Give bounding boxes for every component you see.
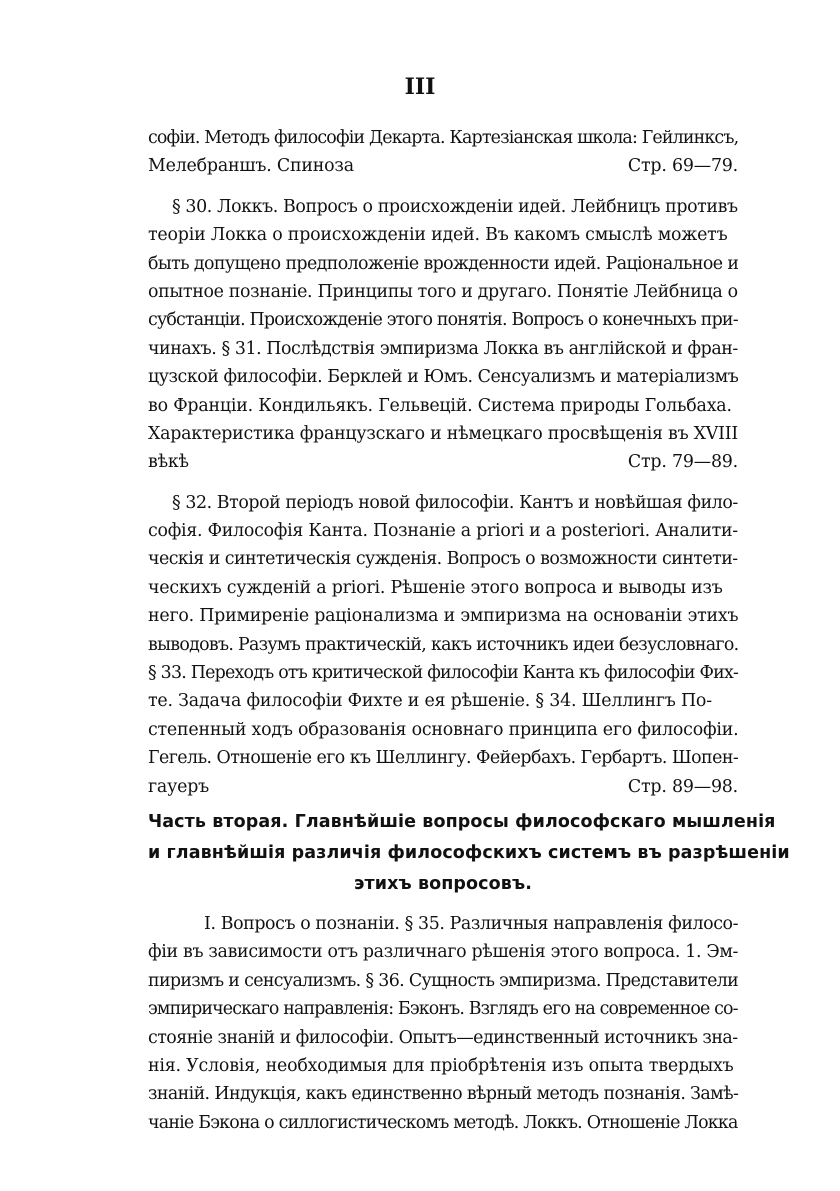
text-line: цузской философіи. Берклей и Юмъ. Сенсуализмъ и матеріализмъ <box>148 367 739 388</box>
text-line: во Франціи. Кондильякъ. Гельвецій. Система природы Гольбаха. <box>148 395 732 416</box>
text-line: знаній. Индукція, какъ единственно вѣрный методъ познанія. Замѣ- <box>148 1084 739 1105</box>
text-line: чаніе Бэкона о силлогистическомъ методѣ. Локкъ. Отношеніе Локка <box>148 1112 738 1133</box>
text-line: Гегель. Отношеніе его къ Шеллингу. Фейербахъ. Гербартъ. Шопен- <box>148 748 739 769</box>
toc-entry-locke <box>148 193 738 477</box>
page-number: III <box>404 74 436 100</box>
text-line: выводовъ. Разумъ практическій, какъ источникъ идеи безусловнаго. <box>148 634 739 655</box>
text-line: опытное познаніе. Принципы того и другаго. Понятіе Лейбница о <box>148 281 738 302</box>
part-two-heading <box>148 807 790 900</box>
text-line: § 32. Второй періодъ новой философіи. Кантъ и новѣйшая фило- <box>172 492 738 513</box>
page-reference: Стр. 89—98. <box>627 776 738 797</box>
toc-entry-kant <box>148 489 738 801</box>
table-of-contents-text <box>148 124 790 1137</box>
text-line: фіи въ зависимости отъ различнаго рѣшенія этого вопроса. 1. Эм- <box>148 942 739 963</box>
heading-line: и главнѣйшія различія философскихъ системъ въ разрѣшеніи <box>148 842 790 863</box>
text-line-with-ref <box>148 773 738 801</box>
text-line: гауеръ <box>148 776 210 797</box>
text-line-with-ref <box>148 448 738 476</box>
text-line: ческихъ сужденій a priori. Рѣшеніе этого вопроса и выводы изъ <box>148 577 723 598</box>
text-line: субстанціи. Происхожденіе этого понятія. Вопросъ о конечныхъ при- <box>148 310 738 331</box>
text-line: Характеристика французскаго и нѣмецкаго просвѣщенія въ XVIII <box>148 423 738 444</box>
text-line: пиризмъ и сенсуализмъ. § 36. Сущность эмпиризма. Представители <box>148 970 739 991</box>
text-line: теоріи Локка о происхожденіи идей. Въ какомъ смыслѣ можетъ <box>148 225 728 246</box>
text-line: ческія и синтетическія сужденія. Вопросъ о возможности синтети- <box>148 549 738 570</box>
text-line: те. Задача философіи Фихте и ея рѣшеніе. § 34. Шеллингъ По- <box>148 691 712 712</box>
text-line: § 33. Переходъ отъ критической философіи Канта къ философіи Фих- <box>148 663 739 684</box>
text-line: вѣкѣ <box>148 452 189 473</box>
toc-entry-knowledge <box>148 910 738 1137</box>
text-line: § 30. Локкъ. Вопросъ о происхожденіи идей. Лейбницъ противъ <box>172 196 738 217</box>
text-line: чинахъ. § 31. Послѣдствія эмпиризма Локка въ англійской и фран- <box>148 338 738 359</box>
heading-line: этихъ вопросовъ. <box>354 873 532 894</box>
page-reference: Стр. 79—89. <box>627 452 738 473</box>
text-line: него. Примиреніе раціонализма и эмпиризма на основаніи этихъ <box>148 606 739 627</box>
heading-line: Часть вторая. Главнѣйшіе вопросы философскаго мышленія <box>148 811 776 832</box>
text-line: быть допущено предположеніе врожденности идей. Раціональное и <box>148 253 739 274</box>
text-line: эмпирическаго направленія: Бэконъ. Взглядъ его на современное со- <box>148 999 738 1020</box>
text-line: стояніе знаній и философіи. Опытъ—единственный источникъ зна- <box>148 1027 738 1048</box>
text-line: софіи. Методъ философіи Декарта. Картезіанская школа: Гейлинксъ, <box>148 128 739 148</box>
text-line: степенный ходъ образованія основнаго принципа его философіи. <box>148 719 739 740</box>
text-line: нія. Условія, необходимыя для пріобрѣтенія изъ опыта твердыхъ <box>148 1055 734 1076</box>
toc-entry-descartes <box>148 124 738 181</box>
page-reference: Стр. 69—79. <box>627 156 738 177</box>
text-line: Мелебраншъ. Спиноза <box>148 156 354 177</box>
text-line-with-ref <box>148 152 738 180</box>
text-line: софія. Философія Канта. Познаніе a priori и a posteriori. Аналити- <box>148 521 738 542</box>
text-line: I. Вопросъ о познаніи. § 35. Различныя направленія филосо- <box>204 913 739 934</box>
